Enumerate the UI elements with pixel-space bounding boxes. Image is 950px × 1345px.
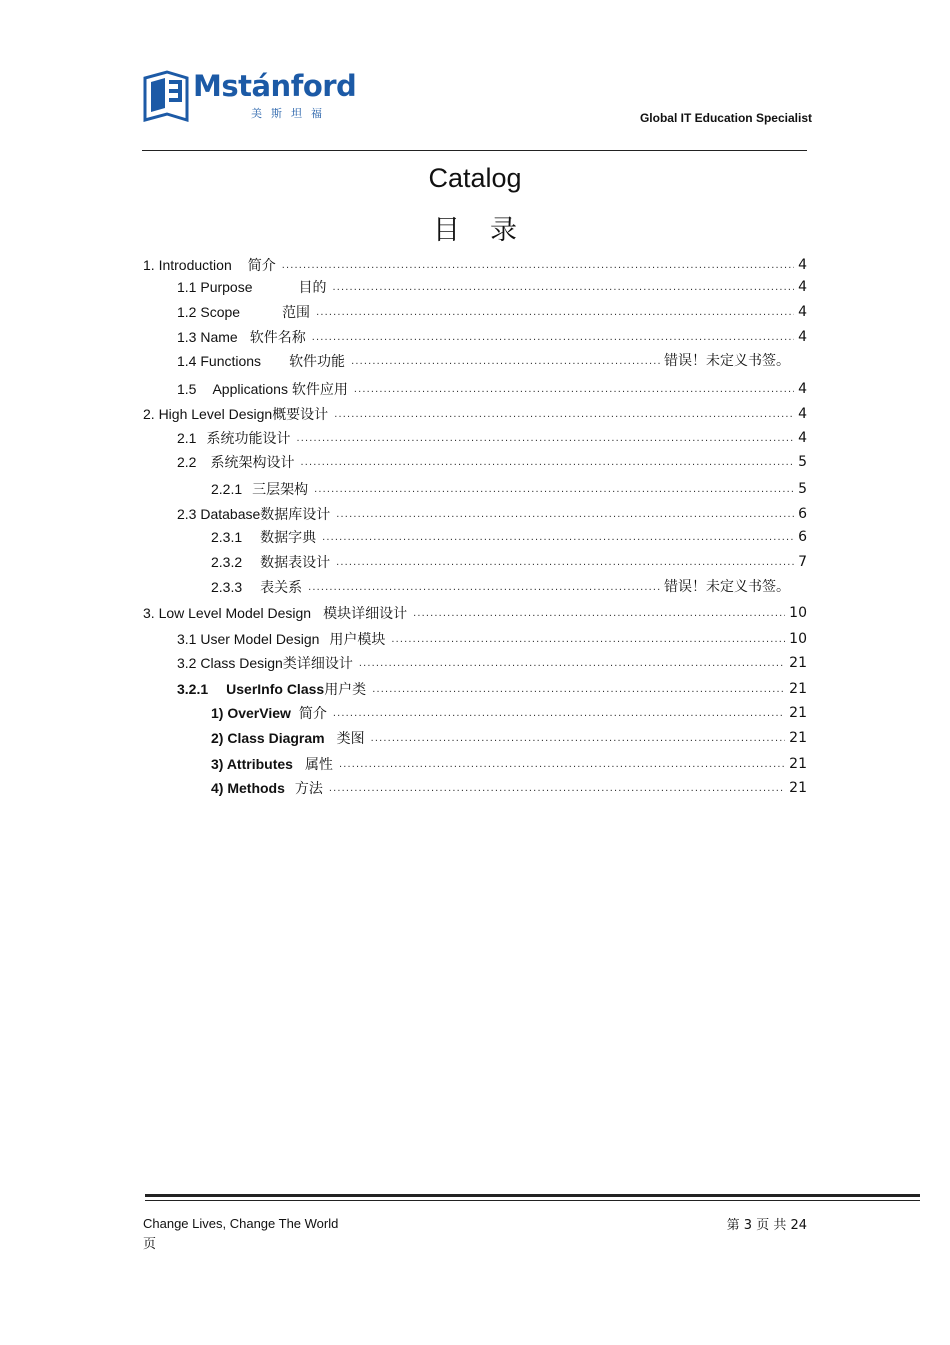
toc-label: 系统功能设计 [206,430,291,446]
logo-chinese-name: 美斯坦福 [251,107,331,120]
toc-leader [296,429,794,447]
footer-divider-thick [145,1194,920,1197]
toc-entry[interactable] [0,753,807,773]
toc-number: 3.2 Class Design [177,655,283,671]
toc-page: 4 [798,329,807,345]
toc-page: 4 [798,406,807,422]
toc-page: 10 [789,631,807,647]
toc-label: 目的 [298,279,327,295]
toc-leader [333,278,795,296]
toc-page: 10 [789,605,807,621]
toc-entry[interactable] [0,576,790,596]
toc-label: 简介 [298,705,327,721]
toc-number: 2.3.2 [211,554,243,570]
toc-number: 2.1 [177,430,197,446]
toc-label: 方法 [294,780,323,796]
toc-entry[interactable] [0,378,807,398]
footer-slogan: Change Lives, Change The World [143,1216,339,1231]
footer-page-info: 第 3 页 共 24 [726,1218,807,1233]
toc-entry[interactable] [0,427,807,447]
toc-page: 21 [789,780,807,796]
toc-page: 4 [798,430,807,446]
toc-leader [354,380,794,398]
toc-label: 数据库设计 [260,506,331,522]
toc-entry[interactable] [0,478,807,498]
toc-number: 1.2 Scope [177,304,241,320]
toc-leader [359,654,785,672]
toc-entry[interactable] [0,628,807,648]
toc-number: 3) Attributes [211,756,293,772]
toc-number: 2) Class Diagram [211,730,325,746]
toc-number: 1.3 Name [177,329,238,345]
toc-entry[interactable] [0,702,807,722]
logo-wordmark: Mstánford [193,69,357,103]
toc-leader [351,352,660,370]
toc-number: 3.2.1 [177,681,209,697]
toc-leader [329,779,785,797]
toc-entry[interactable] [0,254,807,274]
toc-leader [336,553,794,571]
toc-label-cn: 用户类 [324,681,367,697]
toc-label: 范围 [282,304,311,320]
toc-number: 4) Methods [211,780,285,796]
toc-page: 4 [798,304,807,320]
toc-entry[interactable] [0,350,790,370]
toc-leader [316,303,794,321]
toc-page: 21 [789,705,807,721]
toc-leader [314,480,794,498]
toc-entry[interactable] [0,777,807,797]
toc-leader [312,328,794,346]
toc-entry[interactable] [0,526,807,546]
footer-page-info-continued: 页 [143,1237,157,1252]
toc-entry[interactable] [0,403,807,423]
toc-number: 1.5 [177,381,197,397]
toc-number: 2.3 Database [177,506,261,522]
toc-leader [391,630,785,648]
toc-leader [413,604,785,622]
toc-number: 2.3.3 [211,579,243,595]
toc-entry[interactable] [0,503,807,523]
toc-page: 21 [789,756,807,772]
toc-label: 软件名称 [249,329,306,345]
toc-leader [300,453,794,471]
toc-entry[interactable] [0,326,807,346]
toc-entry[interactable] [0,652,807,672]
toc-label: 用户模块 [329,631,386,647]
toc-page: 21 [789,655,807,671]
toc-entry[interactable] [0,276,807,296]
toc-label: 类图 [336,730,365,746]
toc-leader [339,755,785,773]
header-tagline: Global IT Education Specialist [639,111,812,125]
toc-label: 数据字典 [260,529,317,545]
toc-page: 6 [798,506,807,522]
toc-entry[interactable] [0,451,807,471]
toc-label: 属性 [304,756,333,772]
toc-number: 2. High Level Design [143,406,273,422]
toc-page: 6 [798,529,807,545]
toc-page: 5 [798,481,807,497]
footer-divider-thin [145,1200,920,1201]
toc-entry[interactable] [0,727,807,747]
toc-page: 21 [789,681,807,697]
toc-label: 简介 [247,257,276,273]
toc-leader [371,729,786,747]
toc-entry[interactable] [0,678,807,698]
toc-entry[interactable] [0,602,807,622]
toc-number: 1.4 Functions [177,353,262,369]
toc-page: 错误！未定义书签。 [664,579,790,595]
toc-entry[interactable] [0,551,807,571]
toc-label: 模块详细设计 [323,605,408,621]
toc-leader [372,680,785,698]
toc-label: 软件功能 [289,353,346,369]
toc-number: 3. Low Level Model Design [143,605,312,621]
toc-leader [336,505,794,523]
toc-number: 2.2.1 [211,481,243,497]
page-title: Catalog [428,163,522,193]
toc-number: 2.3.1 [211,529,243,545]
toc-label-en: UserInfo Class [226,681,325,697]
toc-label: Applications 软件应用 [212,381,348,397]
toc-leader [334,405,794,423]
toc-page: 4 [798,257,807,273]
toc-page: 4 [798,279,807,295]
toc-page: 5 [798,454,807,470]
toc-leader [282,256,794,274]
toc-page: 21 [789,730,807,746]
toc-page: 错误！未定义书签。 [664,353,790,369]
toc-entry[interactable] [0,301,807,321]
toc-number: 1.1 Purpose [177,279,253,295]
toc-label: 数据表设计 [260,554,331,570]
toc-number: 1. Introduction [143,257,232,273]
toc-number: 3.1 User Model Design [177,631,320,647]
toc-label: 三层架构 [252,481,309,497]
toc-leader [308,578,660,596]
toc-leader [322,528,794,546]
toc-label: 系统架构设计 [210,454,295,470]
toc-label: 表关系 [260,579,303,595]
toc-page: 4 [798,381,807,397]
toc-number: 2.2 [177,454,197,470]
toc-page: 7 [798,554,807,570]
toc-label: 概要设计 [272,406,329,422]
toc-label [226,680,366,698]
page-title-chinese: 目录 [433,215,547,246]
toc-number: 1) OverView [211,705,291,721]
toc-label: 类详细设计 [282,655,353,671]
toc-leader [333,704,785,722]
